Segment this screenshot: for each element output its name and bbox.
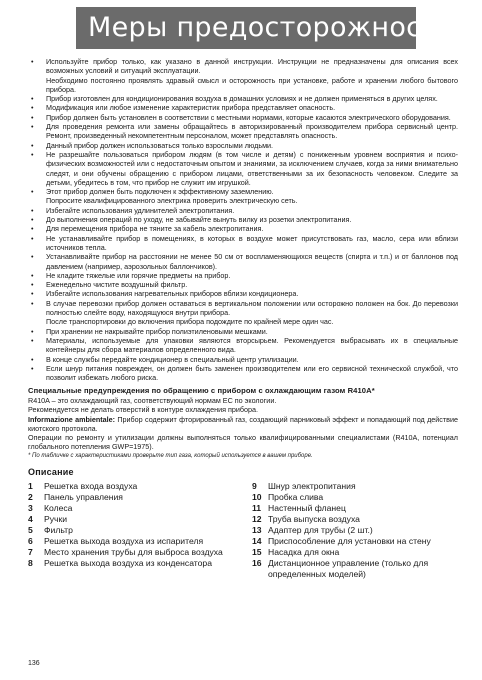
bullet-dot-icon: • bbox=[31, 187, 34, 197]
part-item bbox=[252, 536, 458, 547]
part-item bbox=[28, 525, 252, 536]
part-number: 7 bbox=[28, 546, 33, 557]
safety-bullet-list bbox=[28, 57, 458, 382]
part-number: 11 bbox=[252, 502, 262, 513]
bullet-text: В конце службы передайте кондиционер в специальный центр утилизации. bbox=[46, 354, 299, 364]
part-number: 4 bbox=[28, 513, 33, 524]
part-label: Колеса bbox=[44, 502, 73, 513]
environment-note bbox=[28, 415, 458, 434]
bullet-text: При хранении не накрывайте прибор полиэтиленовыми мешками. bbox=[46, 326, 268, 336]
safety-bullet bbox=[28, 141, 458, 150]
part-label: Насадка для окна bbox=[268, 546, 340, 557]
part-number: 16 bbox=[252, 557, 262, 568]
environment-label: Informazione ambientale: bbox=[28, 414, 116, 424]
safety-bullet bbox=[28, 187, 458, 206]
special-paragraph: R410A – это охлаждающий газ, соответствующий нормам ЕС по экологии. bbox=[28, 395, 277, 405]
safety-bullet bbox=[28, 289, 458, 298]
bullet-text: Не устанавливайте прибор в помещениях, в которых в воздухе может присутствовать газ, масло, сера или вблизи источников тепла. bbox=[46, 233, 458, 252]
bullet-text: Этот прибор должен быть подключен к эффективному заземлению. bbox=[46, 187, 274, 197]
bullet-dot-icon: • bbox=[31, 149, 34, 159]
part-label: Шнур электропитания bbox=[268, 480, 356, 491]
part-number: 3 bbox=[28, 502, 33, 513]
bullet-text: Данный прибор должен использоваться только взрослыми людьми. bbox=[46, 140, 274, 150]
safety-bullet bbox=[28, 280, 458, 289]
part-number: 12 bbox=[252, 513, 262, 524]
part-item bbox=[252, 547, 458, 558]
safety-bullet bbox=[28, 252, 458, 271]
parts-column-right bbox=[252, 481, 458, 580]
bullet-text: Для проведения ремонта или замены обращайтесь в авторизированный производителем прибора сервисный центр. Ремонт, произведенный некомпетентным персоналом, может представлять опасность. bbox=[46, 122, 458, 141]
safety-bullet bbox=[28, 94, 458, 103]
bullet-text: До выполнения операций по уходу, не забывайте вынуть вилку из розетки электропитания. bbox=[46, 215, 352, 225]
bullet-text: Попросите квалифицированного электрика проверить электрическую сеть. bbox=[46, 196, 298, 206]
part-number: 14 bbox=[252, 535, 262, 546]
safety-bullet bbox=[28, 215, 458, 224]
part-label: Настенный фланец bbox=[268, 502, 346, 513]
bullet-dot-icon: • bbox=[31, 224, 34, 234]
environment-paragraph: Операции по ремонту и утилизации должны выполняться только квалифицированными специалистами (R410A, потенциал глобального потепления GWP=1975). bbox=[28, 433, 458, 452]
part-item bbox=[28, 481, 252, 492]
bullet-text: Используйте прибор только, как указано в данной инструкции. Инструкции не предназначены для описания всех возможных условий и ситуаций эксплуатации. bbox=[46, 57, 458, 76]
safety-bullet bbox=[28, 299, 458, 327]
bullet-text: Не кладите тяжелые или горячие предметы на прибор. bbox=[46, 270, 231, 280]
part-number: 13 bbox=[252, 524, 262, 535]
safety-bullet bbox=[28, 234, 458, 253]
part-label: Дистанционное управление (только для определенных моделей) bbox=[268, 557, 429, 579]
bullet-text: Если шнур питания поврежден, он должен быть заменен производителем или его сервисной технической службой, что позволит избежать любого риска. bbox=[46, 363, 458, 383]
bullet-dot-icon: • bbox=[31, 289, 34, 299]
page-number: 136 bbox=[28, 660, 40, 667]
bullet-text: Модификация или любое изменение характеристик прибора представляет опасность. bbox=[46, 103, 336, 113]
bullet-text: Для перемещения прибора не тяните за кабель электропитания. bbox=[46, 224, 264, 234]
part-label: Решетка выхода воздуха из конденсатора bbox=[44, 557, 212, 568]
title-banner bbox=[76, 7, 456, 49]
content-area bbox=[28, 57, 458, 580]
part-number: 6 bbox=[28, 535, 33, 546]
bullet-text: Устанавливайте прибор на расстоянии не менее 50 см от воспламеняющихся веществ (спирта и т.п.) и от баллонов под давлением (например, аэрозольных баллончиков). bbox=[46, 252, 458, 271]
bullet-dot-icon: • bbox=[31, 363, 34, 373]
safety-bullet bbox=[28, 122, 458, 141]
safety-bullet bbox=[28, 336, 458, 355]
bullet-dot-icon: • bbox=[31, 140, 34, 150]
part-label: Ручки bbox=[44, 513, 68, 524]
bullet-dot-icon: • bbox=[31, 233, 34, 243]
part-item bbox=[28, 514, 252, 525]
part-item bbox=[28, 503, 252, 514]
bullet-text: После транспортировки до включения прибора подождите по крайней мере один час. bbox=[46, 317, 334, 327]
bullet-dot-icon: • bbox=[31, 122, 34, 132]
bullet-text: Прибор должен быть установлен в соответствии с местными нормами, которые касаются электрического оборудования. bbox=[46, 112, 451, 122]
page-title: Меры предосторожности bbox=[88, 12, 456, 43]
bullet-dot-icon: • bbox=[31, 57, 34, 66]
safety-bullet bbox=[28, 103, 458, 112]
part-label: Решетка входа воздуха bbox=[44, 480, 138, 491]
bullet-dot-icon: • bbox=[31, 112, 34, 122]
safety-bullet bbox=[28, 364, 458, 383]
part-item bbox=[252, 514, 458, 525]
part-item bbox=[252, 481, 458, 492]
part-number: 8 bbox=[28, 557, 33, 568]
part-label: Приспособление для установки на стену bbox=[268, 535, 431, 546]
safety-bullet bbox=[28, 150, 458, 187]
part-number: 10 bbox=[252, 491, 262, 502]
special-warnings-heading: Специальные предупреждения по обращению с прибором с охлаждающим газом R410A* bbox=[28, 386, 375, 396]
safety-bullet bbox=[28, 224, 458, 233]
part-item bbox=[252, 492, 458, 503]
gas-footnote: * По табличке с характеристиками проверьте тип газа, который используется в вашем приборе. bbox=[28, 452, 313, 459]
bullet-dot-icon: • bbox=[31, 205, 34, 215]
special-paragraph: Рекомендуется не делать отверстий в контуре охлаждения прибора. bbox=[28, 405, 258, 415]
bullet-text: Еженедельно чистите воздушный фильтр. bbox=[46, 280, 188, 290]
safety-bullet bbox=[28, 327, 458, 336]
description-heading: Описание bbox=[28, 466, 74, 477]
bullet-dot-icon: • bbox=[31, 354, 34, 364]
bullet-text: Избегайте использования нагревательных приборов вблизи кондиционера. bbox=[46, 289, 299, 299]
part-number: 5 bbox=[28, 524, 33, 535]
part-label: Труба выпуска воздуха bbox=[268, 513, 360, 524]
part-item bbox=[252, 525, 458, 536]
bullet-dot-icon: • bbox=[31, 298, 34, 308]
safety-bullet bbox=[28, 271, 458, 280]
part-item bbox=[252, 503, 458, 514]
part-label: Фильтр bbox=[44, 524, 73, 535]
part-item bbox=[28, 536, 252, 547]
bullet-dot-icon: • bbox=[31, 335, 34, 345]
bullet-text: В случае перевозки прибор должен оставаться в вертикальном положении или осторожно положен на бок. До перевозки полностью слейте воду, находящуюся внутри прибора. bbox=[46, 298, 458, 318]
bullet-text: Не разрешайте пользоваться прибором людям (в том числе и детям) с пониженным уровнем восприятия и психо-физических возможностей или с недостаточным опытом и знаниями, за исключением случаев, когда за ними внимательно следят, и они обучены обращению с прибором лицами, ответственными за их безопасность человеком. Следите за детьми, убедитесь в том, что прибор не служит им игрушкой. bbox=[46, 149, 458, 187]
environment-text: Прибор содержит фторированный газ, создающий парниковый эффект и попадающий под действие киотского протокола. bbox=[28, 414, 459, 433]
bullet-dot-icon: • bbox=[31, 103, 34, 113]
part-number: 2 bbox=[28, 491, 33, 502]
part-item bbox=[252, 558, 458, 580]
part-label: Решетка выхода воздуха из испарителя bbox=[44, 535, 204, 546]
part-label: Адаптер для трубы (2 шт.) bbox=[268, 524, 373, 535]
parts-list bbox=[28, 481, 458, 580]
safety-bullet bbox=[28, 355, 458, 364]
part-label: Панель управления bbox=[44, 491, 123, 502]
safety-bullet bbox=[28, 206, 458, 215]
part-item bbox=[28, 558, 252, 569]
part-number: 1 bbox=[28, 480, 33, 491]
bullet-text: Материалы, используемые для упаковки являются вторсырьем. Рекомендуется выбрасывать их в специальные контейнеры для сбора материалов определенного вида. bbox=[46, 335, 458, 355]
bullet-dot-icon: • bbox=[31, 280, 34, 290]
bullet-dot-icon: • bbox=[31, 270, 34, 280]
part-label: Пробка слива bbox=[268, 491, 324, 502]
safety-bullet bbox=[28, 113, 458, 122]
part-number: 15 bbox=[252, 546, 262, 557]
safety-bullet bbox=[28, 57, 458, 94]
bullet-dot-icon: • bbox=[31, 215, 34, 225]
bullet-dot-icon: • bbox=[31, 252, 34, 262]
bullet-text: Необходимо постоянно проявлять здравый смысл и осторожность при установке, работе и хранении любого бытового прибора. bbox=[46, 75, 458, 94]
bullet-text: Избегайте использования удлинителей электропитания. bbox=[46, 205, 235, 215]
parts-column-left bbox=[28, 481, 252, 580]
bullet-dot-icon: • bbox=[31, 94, 34, 104]
bullet-dot-icon: • bbox=[31, 326, 34, 336]
bullet-text: Прибор изготовлен для кондиционирования воздуха в домашних условиях и не должен применяться в других целях. bbox=[46, 94, 438, 104]
part-label: Место хранения трубы для выброса воздуха bbox=[44, 546, 223, 557]
part-item bbox=[28, 492, 252, 503]
part-number: 9 bbox=[252, 480, 257, 491]
part-item bbox=[28, 547, 252, 558]
